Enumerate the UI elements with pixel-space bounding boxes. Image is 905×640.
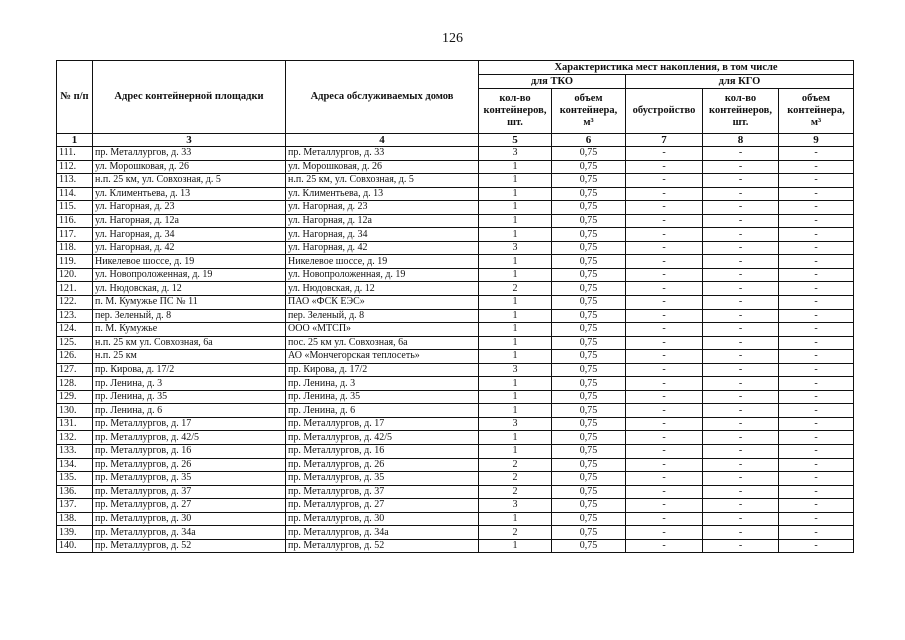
row-number: 115. [57, 201, 93, 215]
column-number: 1 [57, 134, 93, 147]
row-number: 120. [57, 268, 93, 282]
container-count-tko: 2 [479, 526, 552, 540]
table-row [57, 296, 854, 310]
container-count-kgo: - [703, 174, 779, 188]
table-body [57, 147, 854, 553]
table-row [57, 174, 854, 188]
table-row [57, 214, 854, 228]
container-count-tko: 1 [479, 404, 552, 418]
container-count-kgo: - [703, 309, 779, 323]
container-volume-kgo: - [779, 268, 854, 282]
container-count-tko: 2 [479, 472, 552, 486]
container-volume-tko: 0,75 [552, 377, 626, 391]
container-volume-kgo: - [779, 174, 854, 188]
served-houses-address: пр. Ленина, д. 6 [286, 404, 479, 418]
served-houses-address: ул. Нагорная, д. 12а [286, 214, 479, 228]
container-count-tko: 1 [479, 431, 552, 445]
container-count-tko: 1 [479, 512, 552, 526]
container-count-tko: 3 [479, 147, 552, 161]
container-volume-tko: 0,75 [552, 214, 626, 228]
container-volume-kgo: - [779, 363, 854, 377]
container-site-address: пр. Металлургов, д. 16 [93, 445, 286, 459]
container-count-tko: 1 [479, 174, 552, 188]
table-row [57, 445, 854, 459]
served-houses-address: пр. Металлургов, д. 52 [286, 539, 479, 553]
container-site-address: ул. Нагорная, д. 42 [93, 241, 286, 255]
container-count-tko: 1 [479, 323, 552, 337]
container-site-address: пр. Металлургов, д. 34а [93, 526, 286, 540]
container-volume-kgo: - [779, 499, 854, 513]
table-row [57, 404, 854, 418]
container-count-kgo: - [703, 431, 779, 445]
container-site-address: пр. Металлургов, д. 35 [93, 472, 286, 486]
served-houses-address: Никелевое шоссе, д. 19 [286, 255, 479, 269]
container-volume-tko: 0,75 [552, 241, 626, 255]
container-count-kgo: - [703, 323, 779, 337]
row-number: 137. [57, 499, 93, 513]
container-count-tko: 1 [479, 228, 552, 242]
container-count-kgo: - [703, 512, 779, 526]
container-volume-kgo: - [779, 336, 854, 350]
arrangement-cell: - [626, 363, 703, 377]
row-number: 139. [57, 526, 93, 540]
container-site-address: ул. Климентьева, д. 13 [93, 187, 286, 201]
container-count-kgo: - [703, 282, 779, 296]
container-site-address: пр. Ленина, д. 6 [93, 404, 286, 418]
row-number: 114. [57, 187, 93, 201]
container-count-tko: 1 [479, 336, 552, 350]
container-site-address: н.п. 25 км [93, 350, 286, 364]
arrangement-cell: - [626, 228, 703, 242]
header-arrangement: обустройство [626, 89, 703, 134]
container-volume-tko: 0,75 [552, 147, 626, 161]
header-characteristics: Характеристика мест накопления, в том числе [479, 61, 854, 75]
table-row [57, 526, 854, 540]
container-count-tko: 1 [479, 160, 552, 174]
container-count-kgo: - [703, 526, 779, 540]
container-site-address: Никелевое шоссе, д. 19 [93, 255, 286, 269]
row-number: 134. [57, 458, 93, 472]
table-row [57, 350, 854, 364]
row-number: 138. [57, 512, 93, 526]
container-volume-tko: 0,75 [552, 512, 626, 526]
arrangement-cell: - [626, 417, 703, 431]
table-row [57, 485, 854, 499]
container-count-kgo: - [703, 499, 779, 513]
arrangement-cell: - [626, 539, 703, 553]
table-row [57, 539, 854, 553]
container-site-address: н.п. 25 км ул. Совхозная, 6а [93, 336, 286, 350]
container-site-address: ул. Новопроложенная, д. 19 [93, 268, 286, 282]
container-volume-tko: 0,75 [552, 526, 626, 540]
container-volume-tko: 0,75 [552, 268, 626, 282]
container-count-kgo: - [703, 201, 779, 215]
container-site-address: ул. Нагорная, д. 12а [93, 214, 286, 228]
container-count-tko: 1 [479, 214, 552, 228]
served-houses-address: пр. Металлургов, д. 26 [286, 458, 479, 472]
container-volume-kgo: - [779, 255, 854, 269]
arrangement-cell: - [626, 160, 703, 174]
container-volume-kgo: - [779, 296, 854, 310]
table-row [57, 363, 854, 377]
served-houses-address: ул. Климентьева, д. 13 [286, 187, 479, 201]
container-site-address: пр. Металлургов, д. 52 [93, 539, 286, 553]
served-houses-address: пр. Металлургов, д. 37 [286, 485, 479, 499]
container-site-address: ул. Нагорная, д. 34 [93, 228, 286, 242]
container-volume-kgo: - [779, 445, 854, 459]
container-count-kgo: - [703, 390, 779, 404]
served-houses-address: пос. 25 км ул. Совхозная, 6а [286, 336, 479, 350]
row-number: 112. [57, 160, 93, 174]
container-site-address: п. М. Кумужье ПС № 11 [93, 296, 286, 310]
container-count-tko: 1 [479, 539, 552, 553]
container-count-kgo: - [703, 350, 779, 364]
served-houses-address: пер. Зеленый, д. 8 [286, 309, 479, 323]
container-count-tko: 1 [479, 187, 552, 201]
container-volume-tko: 0,75 [552, 445, 626, 459]
table-row [57, 268, 854, 282]
container-volume-kgo: - [779, 201, 854, 215]
container-site-address: пр. Металлургов, д. 37 [93, 485, 286, 499]
row-number: 133. [57, 445, 93, 459]
table-row [57, 201, 854, 215]
row-number: 140. [57, 539, 93, 553]
row-number: 135. [57, 472, 93, 486]
table-row [57, 431, 854, 445]
container-volume-kgo: - [779, 539, 854, 553]
container-count-tko: 2 [479, 485, 552, 499]
header-no: № п/п [57, 61, 93, 134]
container-volume-tko: 0,75 [552, 336, 626, 350]
container-volume-kgo: - [779, 512, 854, 526]
container-count-kgo: - [703, 268, 779, 282]
container-site-address: н.п. 25 км, ул. Совхозная, д. 5 [93, 174, 286, 188]
served-houses-address: ООО «МТСП» [286, 323, 479, 337]
row-number: 129. [57, 390, 93, 404]
table-row [57, 187, 854, 201]
container-count-kgo: - [703, 255, 779, 269]
container-volume-kgo: - [779, 160, 854, 174]
served-houses-address: пр. Металлургов, д. 35 [286, 472, 479, 486]
table-row [57, 147, 854, 161]
header-houses: Адреса обслуживаемых домов [286, 61, 479, 134]
container-count-tko: 1 [479, 390, 552, 404]
container-count-kgo: - [703, 472, 779, 486]
row-number: 136. [57, 485, 93, 499]
registry-table [56, 60, 854, 553]
table-row [57, 336, 854, 350]
container-volume-tko: 0,75 [552, 404, 626, 418]
container-volume-kgo: - [779, 390, 854, 404]
arrangement-cell: - [626, 268, 703, 282]
arrangement-cell: - [626, 336, 703, 350]
container-count-tko: 3 [479, 241, 552, 255]
container-volume-tko: 0,75 [552, 499, 626, 513]
served-houses-address: ул. Нагорная, д. 42 [286, 241, 479, 255]
page-number: 126 [442, 31, 463, 46]
arrangement-cell: - [626, 390, 703, 404]
served-houses-address: пр. Ленина, д. 35 [286, 390, 479, 404]
container-volume-tko: 0,75 [552, 363, 626, 377]
container-volume-kgo: - [779, 404, 854, 418]
container-volume-kgo: - [779, 214, 854, 228]
row-number: 116. [57, 214, 93, 228]
container-site-address: ул. Морошковая, д. 26 [93, 160, 286, 174]
row-number: 125. [57, 336, 93, 350]
container-count-tko: 1 [479, 445, 552, 459]
container-count-kgo: - [703, 539, 779, 553]
arrangement-cell: - [626, 350, 703, 364]
row-number: 122. [57, 296, 93, 310]
container-site-address: пр. Металлургов, д. 30 [93, 512, 286, 526]
container-volume-tko: 0,75 [552, 187, 626, 201]
row-number: 131. [57, 417, 93, 431]
served-houses-address: пр. Металлургов, д. 42/5 [286, 431, 479, 445]
container-volume-tko: 0,75 [552, 228, 626, 242]
column-number: 4 [286, 134, 479, 147]
container-volume-tko: 0,75 [552, 296, 626, 310]
column-number: 8 [703, 134, 779, 147]
table-row [57, 390, 854, 404]
container-volume-tko: 0,75 [552, 417, 626, 431]
table-row [57, 255, 854, 269]
container-count-tko: 1 [479, 296, 552, 310]
container-count-tko: 1 [479, 350, 552, 364]
served-houses-address: пр. Металлургов, д. 16 [286, 445, 479, 459]
container-volume-tko: 0,75 [552, 458, 626, 472]
container-count-kgo: - [703, 296, 779, 310]
container-count-tko: 1 [479, 377, 552, 391]
container-count-kgo: - [703, 187, 779, 201]
table-row [57, 323, 854, 337]
served-houses-address: ул. Морошковая, д. 26 [286, 160, 479, 174]
row-number: 113. [57, 174, 93, 188]
served-houses-address: АО «Мончегорская теплосеть» [286, 350, 479, 364]
container-site-address: пр. Ленина, д. 3 [93, 377, 286, 391]
arrangement-cell: - [626, 472, 703, 486]
column-number: 6 [552, 134, 626, 147]
container-count-tko: 2 [479, 282, 552, 296]
container-volume-kgo: - [779, 323, 854, 337]
served-houses-address: пр. Металлургов, д. 33 [286, 147, 479, 161]
row-number: 124. [57, 323, 93, 337]
container-count-tko: 1 [479, 309, 552, 323]
container-volume-kgo: - [779, 417, 854, 431]
served-houses-address: пр. Металлургов, д. 17 [286, 417, 479, 431]
served-houses-address: ПАО «ФСК ЕЭС» [286, 296, 479, 310]
container-volume-tko: 0,75 [552, 485, 626, 499]
container-count-tko: 3 [479, 417, 552, 431]
table-row [57, 417, 854, 431]
container-site-address: пр. Металлургов, д. 17 [93, 417, 286, 431]
table-row [57, 309, 854, 323]
container-volume-kgo: - [779, 472, 854, 486]
container-volume-tko: 0,75 [552, 160, 626, 174]
arrangement-cell: - [626, 526, 703, 540]
container-site-address: ул. Нагорная, д. 23 [93, 201, 286, 215]
container-volume-tko: 0,75 [552, 255, 626, 269]
container-count-kgo: - [703, 445, 779, 459]
container-count-kgo: - [703, 228, 779, 242]
table-row [57, 377, 854, 391]
served-houses-address: пр. Кирова, д. 17/2 [286, 363, 479, 377]
container-volume-kgo: - [779, 458, 854, 472]
container-count-tko: 1 [479, 268, 552, 282]
container-volume-tko: 0,75 [552, 201, 626, 215]
arrangement-cell: - [626, 296, 703, 310]
arrangement-cell: - [626, 377, 703, 391]
container-volume-kgo: - [779, 187, 854, 201]
container-count-tko: 3 [479, 499, 552, 513]
container-site-address: пр. Металлургов, д. 27 [93, 499, 286, 513]
column-number: 7 [626, 134, 703, 147]
container-count-tko: 2 [479, 458, 552, 472]
served-houses-address: пр. Металлургов, д. 27 [286, 499, 479, 513]
container-site-address: пр. Металлургов, д. 42/5 [93, 431, 286, 445]
container-count-tko: 1 [479, 201, 552, 215]
column-number-row [57, 134, 854, 147]
container-count-kgo: - [703, 377, 779, 391]
container-count-kgo: - [703, 214, 779, 228]
arrangement-cell: - [626, 174, 703, 188]
container-volume-kgo: - [779, 485, 854, 499]
container-count-kgo: - [703, 485, 779, 499]
container-count-tko: 3 [479, 363, 552, 377]
container-site-address: пер. Зеленый, д. 8 [93, 309, 286, 323]
header-count-tko: кол-во контейнеров, шт. [479, 89, 552, 134]
table-row [57, 160, 854, 174]
container-volume-tko: 0,75 [552, 472, 626, 486]
container-volume-tko: 0,75 [552, 282, 626, 296]
arrangement-cell: - [626, 282, 703, 296]
container-count-kgo: - [703, 458, 779, 472]
header-tko: для ТКО [479, 75, 626, 89]
row-number: 128. [57, 377, 93, 391]
container-count-kgo: - [703, 417, 779, 431]
arrangement-cell: - [626, 255, 703, 269]
arrangement-cell: - [626, 431, 703, 445]
table-row [57, 472, 854, 486]
served-houses-address: н.п. 25 км, ул. Совхозная, д. 5 [286, 174, 479, 188]
row-number: 121. [57, 282, 93, 296]
column-number: 3 [93, 134, 286, 147]
row-number: 132. [57, 431, 93, 445]
container-volume-tko: 0,75 [552, 539, 626, 553]
container-site-address: пр. Металлургов, д. 26 [93, 458, 286, 472]
arrangement-cell: - [626, 323, 703, 337]
container-volume-kgo: - [779, 350, 854, 364]
arrangement-cell: - [626, 187, 703, 201]
arrangement-cell: - [626, 445, 703, 459]
served-houses-address: ул. Нагорная, д. 23 [286, 201, 479, 215]
served-houses-address: ул. Нагорная, д. 34 [286, 228, 479, 242]
container-volume-kgo: - [779, 377, 854, 391]
header-volume-tko: объем контейнера, м³ [552, 89, 626, 134]
arrangement-cell: - [626, 147, 703, 161]
table-row [57, 499, 854, 513]
column-number: 9 [779, 134, 854, 147]
container-site-address: пр. Металлургов, д. 33 [93, 147, 286, 161]
served-houses-address: ул. Нюдовская, д. 12 [286, 282, 479, 296]
container-volume-tko: 0,75 [552, 390, 626, 404]
container-volume-tko: 0,75 [552, 174, 626, 188]
arrangement-cell: - [626, 214, 703, 228]
container-count-tko: 1 [479, 255, 552, 269]
arrangement-cell: - [626, 512, 703, 526]
row-number: 123. [57, 309, 93, 323]
table-row [57, 228, 854, 242]
arrangement-cell: - [626, 241, 703, 255]
container-count-kgo: - [703, 363, 779, 377]
container-site-address: п. М. Кумужье [93, 323, 286, 337]
row-number: 126. [57, 350, 93, 364]
arrangement-cell: - [626, 404, 703, 418]
row-number: 111. [57, 147, 93, 161]
container-count-kgo: - [703, 336, 779, 350]
container-volume-tko: 0,75 [552, 309, 626, 323]
arrangement-cell: - [626, 309, 703, 323]
row-number: 119. [57, 255, 93, 269]
served-houses-address: пр. Ленина, д. 3 [286, 377, 479, 391]
container-volume-kgo: - [779, 282, 854, 296]
header-kgo: для КГО [626, 75, 854, 89]
header-volume-kgo: объем контейнера, м³ [779, 89, 854, 134]
container-site-address: ул. Нюдовская, д. 12 [93, 282, 286, 296]
arrangement-cell: - [626, 201, 703, 215]
table-row [57, 282, 854, 296]
column-number: 5 [479, 134, 552, 147]
container-volume-tko: 0,75 [552, 431, 626, 445]
table-row [57, 512, 854, 526]
container-count-kgo: - [703, 147, 779, 161]
container-volume-kgo: - [779, 309, 854, 323]
container-site-address: пр. Ленина, д. 35 [93, 390, 286, 404]
arrangement-cell: - [626, 458, 703, 472]
container-volume-kgo: - [779, 431, 854, 445]
row-number: 130. [57, 404, 93, 418]
arrangement-cell: - [626, 499, 703, 513]
header-address: Адрес контейнерной площадки [93, 61, 286, 134]
container-count-kgo: - [703, 404, 779, 418]
row-number: 117. [57, 228, 93, 242]
arrangement-cell: - [626, 485, 703, 499]
container-volume-kgo: - [779, 228, 854, 242]
container-volume-tko: 0,75 [552, 350, 626, 364]
served-houses-address: ул. Новопроложенная, д. 19 [286, 268, 479, 282]
container-site-address: пр. Кирова, д. 17/2 [93, 363, 286, 377]
header-count-kgo: кол-во контейнеров, шт. [703, 89, 779, 134]
container-count-kgo: - [703, 160, 779, 174]
container-volume-kgo: - [779, 241, 854, 255]
served-houses-address: пр. Металлургов, д. 30 [286, 512, 479, 526]
table-row [57, 241, 854, 255]
served-houses-address: пр. Металлургов, д. 34а [286, 526, 479, 540]
row-number: 118. [57, 241, 93, 255]
container-volume-kgo: - [779, 526, 854, 540]
table-row [57, 458, 854, 472]
container-volume-tko: 0,75 [552, 323, 626, 337]
container-volume-kgo: - [779, 147, 854, 161]
container-count-kgo: - [703, 241, 779, 255]
row-number: 127. [57, 363, 93, 377]
